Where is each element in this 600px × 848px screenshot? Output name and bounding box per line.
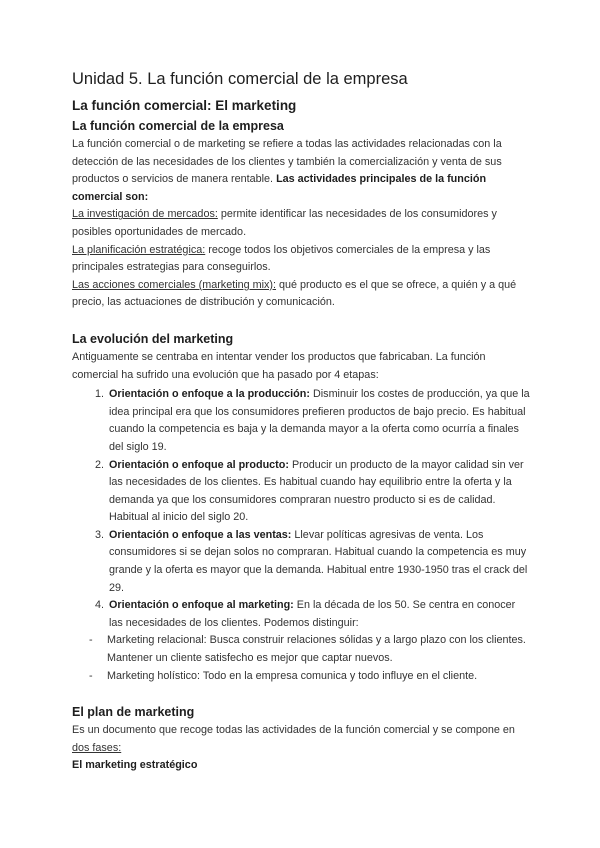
- stage-term: Orientación o enfoque a la producción:: [109, 388, 310, 401]
- stage-term: Orientación o enfoque al producto:: [109, 458, 289, 471]
- stage-text: Disminuir los costes de producción, ya que la idea principal era que los consumidores prefieren productos de bajo precio. Es habitual cuando la competencia es baja y la demanda mayor a la oferta como ocurría a finales del siglo 19.: [109, 388, 530, 453]
- activity-term: La investigación de mercados:: [72, 208, 218, 221]
- intro-bold-text: Las actividades principales de la función comercial son:: [72, 173, 487, 203]
- intro-text: La función comercial o de marketing se refiere a todas las actividades relacionadas con la detección de las necesidades de los clientes y también la comercialización y venta de sus productos o servicios de manera rentable.: [72, 138, 502, 186]
- activity-term: La planificación estratégica:: [72, 243, 206, 256]
- subheading-funcion-comercial: La función comercial de la empresa: [72, 119, 284, 133]
- stage-term: Orientación o enfoque al marketing:: [109, 599, 294, 612]
- stage-item: [107, 457, 532, 527]
- section-heading-plan: El plan de marketing: [72, 705, 195, 720]
- plan-intro-text: Es un documento que recoge todas las actividades de la función comercial y se compone en: [72, 724, 515, 737]
- activity-text: permite identificar las necesidades de los consumidores y posibles oportunidades de mercado.: [72, 208, 497, 238]
- stages-list: [72, 386, 532, 632]
- section-heading-evolucion: La evolución del marketing: [72, 331, 234, 346]
- stage-term: Orientación o enfoque a las ventas:: [109, 528, 292, 541]
- stage-item: [107, 386, 532, 456]
- intro-paragraph: [72, 136, 532, 206]
- plan-intro: [72, 722, 532, 757]
- stage-text: Llevar políticas agresivas de venta. Los consumidores si se dejan solos no compraran. Habitual cuando la competencia es muy grande y la oferta es mayor que la demanda. Habitual entre 1930-1950 tras el crack del 29.: [109, 528, 528, 594]
- stage-item: [107, 597, 532, 632]
- activity-item: [72, 242, 532, 277]
- activity-text: recoge todos los objetivos comerciales de la empresa y las principales estrategias para conseguirlos.: [72, 243, 491, 274]
- document-page: [72, 68, 532, 775]
- evolucion-intro: Antiguamente se centraba en intentar vender los productos que fabricaban. La función comercial ha sufrido una evolución que ha pasado por 4 etapas:: [72, 350, 486, 381]
- section-heading-marketing: La función comercial: El marketing: [72, 98, 297, 113]
- activity-item: [72, 277, 532, 312]
- marketing-types-list: [72, 632, 532, 685]
- activity-item: [72, 206, 532, 241]
- document-title: Unidad 5. La función comercial de la empresa: [72, 70, 408, 88]
- activity-term: Las acciones comerciales (marketing mix):: [72, 278, 277, 291]
- plan-intro-underlined: dos fases:: [72, 741, 122, 754]
- stage-text: Producir un producto de la mayor calidad sin ver las necesidades de los clientes. Es habitual cuando hay equilibrio entre la oferta y la demanda ya que los consumidores compraran nuestro producto si es de calidad. Habitual al inicio del siglo 20.: [109, 458, 524, 524]
- stage-item: [107, 527, 532, 597]
- list-item: - Marketing relacional: Busca construir relaciones sólidas y a largo plazo con los clientes. Mantener un cliente satisfecho es mejor que captar nuevos.: [107, 632, 532, 667]
- plan-subheading: El marketing estratégico: [72, 759, 198, 772]
- activity-text: qué producto es el que se ofrece, a quién y a qué precio, las actuaciones de distribución y comunicación.: [72, 278, 517, 309]
- stage-text: En la década de los 50. Se centra en conocer las necesidades de los clientes. Podemos distinguir:: [109, 599, 516, 629]
- list-item: - Marketing holístico: Todo en la empresa comunica y todo influye en el cliente.: [107, 668, 532, 686]
